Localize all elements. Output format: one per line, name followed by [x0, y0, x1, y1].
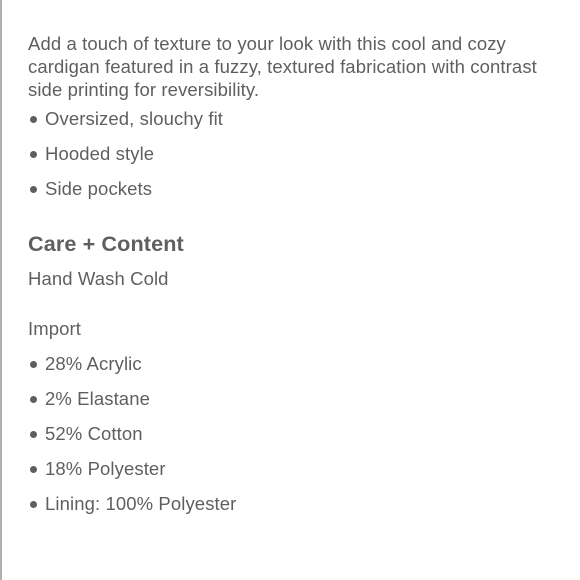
- list-item: [28, 171, 573, 206]
- list-item: [28, 416, 573, 451]
- list-item: [28, 136, 573, 171]
- material-label: 28% Acrylic: [45, 353, 142, 374]
- feature-label: Hooded style: [45, 143, 155, 164]
- bullet-icon: [30, 466, 37, 473]
- bullet-icon: [30, 431, 37, 438]
- feature-label: Side pockets: [45, 178, 153, 199]
- product-details: [28, 32, 573, 521]
- bullet-icon: [30, 186, 37, 193]
- list-item: [28, 451, 573, 486]
- product-description: Add a touch of texture to your look with this cool and cozy cardigan featured in a fuzzy, textured fabrication with contrast side printing for reversibility.: [28, 33, 537, 100]
- list-item: [28, 381, 573, 416]
- left-border: [0, 0, 2, 580]
- care-instructions: Hand Wash Cold: [28, 268, 169, 289]
- material-label: 52% Cotton: [45, 423, 143, 444]
- list-item: [28, 101, 573, 136]
- list-item: [28, 346, 573, 381]
- bullet-icon: [30, 151, 37, 158]
- material-label: 18% Polyester: [45, 458, 166, 479]
- bullet-icon: [30, 116, 37, 123]
- material-label: Lining: 100% Polyester: [45, 493, 237, 514]
- bullet-icon: [30, 501, 37, 508]
- feature-label: Oversized, slouchy fit: [45, 108, 224, 129]
- material-label: 2% Elastane: [45, 388, 150, 409]
- care-content-heading: Care + Content: [28, 231, 184, 256]
- bullet-icon: [30, 361, 37, 368]
- bullet-icon: [30, 396, 37, 403]
- origin-text: Import: [28, 318, 82, 339]
- feature-list: [28, 101, 573, 206]
- list-item: [28, 486, 573, 521]
- materials-list: [28, 346, 573, 521]
